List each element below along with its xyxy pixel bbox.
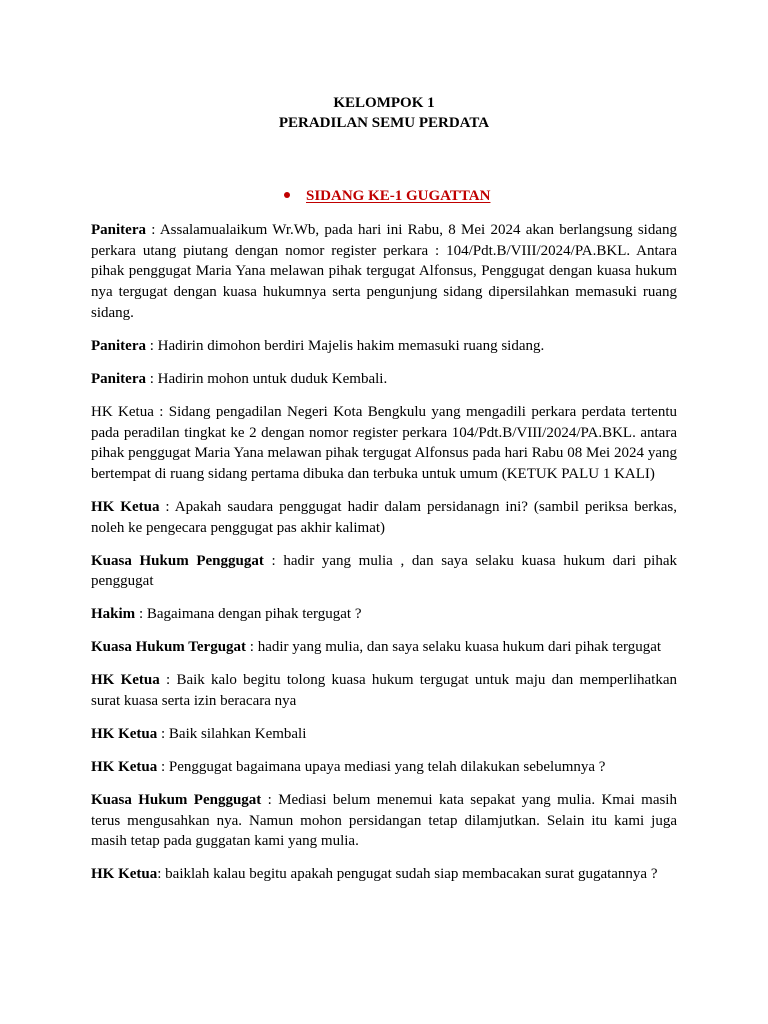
speaker-label: HK Ketua (91, 759, 158, 776)
speech-text: : Hadirin dimohon berdiri Majelis hakim memasuki ruang sidang. (145, 337, 545, 354)
speech-text: : Penggugat bagaimana upaya mediasi yang telah dilakukan sebelumnya ? (157, 759, 606, 776)
speaker-label: Kuasa Hukum Penggugat (91, 792, 262, 809)
speaker-label: HK Ketua (91, 726, 158, 743)
bullet-icon (284, 192, 290, 198)
speaker-label: HK Ketua (91, 403, 154, 420)
transcript-paragraph (91, 790, 677, 852)
transcript-paragraph (91, 864, 677, 885)
transcript-body (91, 220, 677, 897)
speech-text: : hadir yang mulia, dan saya selaku kuasa hukum dari pihak tergugat (246, 639, 662, 656)
speaker-label: Kuasa Hukum Penggugat (91, 552, 264, 569)
speech-text: : Bagaimana dengan pihak tergugat ? (135, 606, 362, 623)
transcript-paragraph (91, 670, 677, 711)
speech-text: : baiklah kalau begitu apakah pengugat sudah siap membacakan surat gugatannya ? (157, 866, 658, 883)
speaker-label: Panitera (91, 370, 146, 387)
section-heading-text: SIDANG KE-1 GUGATTAN (306, 188, 491, 204)
title-line-1: KELOMPOK 1 (333, 95, 435, 111)
speaker-label: Kuasa Hukum Tergugat (91, 639, 247, 656)
speaker-label: HK Ketua (91, 672, 160, 689)
speaker-label: HK Ketua (91, 866, 158, 883)
speech-text: : Baik silahkan Kembali (157, 726, 307, 743)
speaker-label: HK Ketua (91, 498, 160, 515)
transcript-paragraph (91, 336, 677, 357)
speech-text: : Apakah saudara penggugat hadir dalam persidanagn ini? (sambil periksa berkas, noleh ke pengecara penggugat pas akhir kalimat) (91, 498, 678, 536)
speech-text: : Mediasi belum menemui kata sepakat yang mulia. Kmai masih terus mengusahkan nya. Namun mohon persidangan tetap dilamjutkan. Selain itu kami juga masih tetap pada guggatan kami yang mulia. (91, 792, 677, 850)
speaker-label: Hakim (91, 606, 136, 623)
document-title (0, 93, 768, 133)
speech-text: : Assalamualaikum Wr.Wb, pada hari ini Rabu, 8 Mei 2024 akan berlangsung sidang perkara utang piutang dengan nomor register perkara : 104/Pdt.B/VIII/2024/PA.BKL. Antara pihak penggugat Maria Yana melawan pihak tergugat Alfonsus, Penggugat dengan kuasa hukum nya tergugat dengan kuasa hukumnya serta pengunjung sidang dipersilahkan memasuki ruang sidang. (91, 222, 677, 321)
transcript-paragraph (91, 551, 677, 592)
transcript-paragraph (91, 220, 677, 324)
speech-text: : Hadirin mohon untuk duduk Kembali. (145, 370, 388, 387)
transcript-paragraph (91, 497, 677, 538)
transcript-paragraph (91, 637, 677, 658)
transcript-paragraph (91, 604, 677, 625)
speaker-label: Panitera (91, 337, 146, 354)
speaker-label: Panitera (91, 222, 146, 238)
section-heading (284, 186, 490, 206)
speech-text: : hadir yang mulia , dan saya selaku kuasa hukum dari pihak penggugat (91, 552, 677, 590)
transcript-paragraph (91, 724, 677, 745)
transcript-paragraph (91, 369, 677, 390)
transcript-paragraph (91, 402, 677, 485)
transcript-paragraph (91, 757, 677, 778)
speech-text: : Sidang pengadilan Negeri Kota Bengkulu yang mengadili perkara perdata tertentu pada peradilan tingkat ke 2 dengan nomor register perkara 104/Pdt.B/VIII/2024/PA.BKL. antara pihak penggugat Maria Yana melawan pihak tergugat Alfonsus pada hari Rabu 08 Mei 2024 yang bertempat di ruang sidang pertama dibuka dan terbuka untuk umum (KETUK PALU 1 KALI) (91, 403, 677, 482)
speech-text: : Baik kalo begitu tolong kuasa hukum tergugat untuk maju dan memperlihatkan surat kuasa serta izin beracara nya (91, 672, 677, 710)
title-line-2: PERADILAN SEMU PERDATA (278, 115, 490, 131)
